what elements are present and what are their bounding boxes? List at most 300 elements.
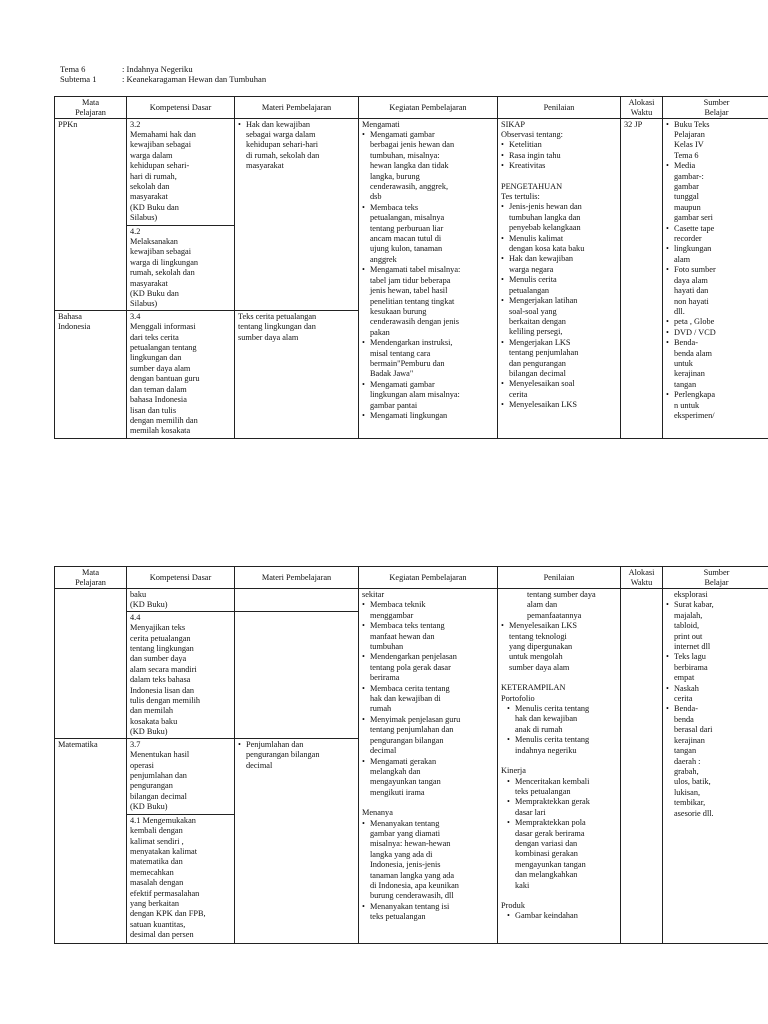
text-line: Tema 6: [674, 150, 699, 160]
text-line: dan teman dalam: [130, 384, 187, 394]
text-line: dan sumber daya: [130, 654, 187, 664]
text-line: burung cenderawasih, dll: [370, 891, 454, 901]
text-line: keliling persegi,: [509, 327, 563, 337]
text-line: (KD Buku): [130, 600, 168, 610]
list-item: [501, 911, 617, 921]
text-line: berkaitan dengan: [509, 316, 566, 326]
text-line: tulis dengan memilih: [130, 696, 201, 706]
header-materi-pembelajaran: Materi Pembelajaran: [235, 97, 359, 119]
text-line: kesukaan burung: [370, 306, 427, 316]
text-line: Teks cerita petualangan: [238, 311, 317, 321]
text-line: tangan: [674, 746, 697, 756]
text-line: menyatakan kalimat: [130, 846, 198, 856]
bullet-line: • Benda-: [666, 338, 767, 348]
header-kompetensi-dasar: Kompetensi Dasar: [127, 567, 235, 589]
list-item: [362, 203, 494, 265]
text-line: tentang lingkungan: [130, 644, 194, 654]
header-penilaian: Penilaian: [498, 97, 621, 119]
list-item: [666, 684, 767, 705]
list-item: [501, 254, 617, 275]
text-line: pengurangan bilangan: [370, 735, 444, 745]
text-line: masalah dengan: [130, 878, 184, 888]
text-line: penelitian tentang tingkat: [370, 296, 455, 306]
list-item: [238, 120, 355, 172]
bullet-line: • Teks lagu: [666, 652, 767, 662]
text-line: Menentukan hasil: [130, 750, 190, 760]
list-item: [666, 390, 767, 421]
text-line: hak dan kewajiban di: [370, 694, 441, 704]
bullet-line: • Mengamati gambar: [362, 130, 494, 140]
bullet-line: • Penjumlahan dan: [238, 740, 355, 750]
alokasi-cell: [621, 118, 663, 438]
list-item: [501, 797, 617, 818]
text-line: tentang penjumlahan dan: [370, 725, 454, 735]
text-line: asesorie dll.: [674, 808, 714, 818]
column-header-row: [55, 97, 768, 119]
text-line: masyarakat: [130, 192, 168, 202]
text-line: misal tentang cara: [370, 348, 431, 358]
lesson-plan-table-page-1: [54, 96, 768, 439]
kegiatan-cell: [359, 118, 498, 438]
text-line: berbagai jenis hewan dan: [370, 140, 455, 150]
bullet-line: • Hak dan kewajiban: [501, 254, 617, 264]
text-line: memilah kosakata: [130, 426, 191, 436]
document-header: [60, 64, 266, 84]
text-line: anak di rumah: [515, 724, 563, 734]
text-line: benda: [674, 714, 694, 724]
bullet-line: • Menulis cerita tentang: [501, 704, 617, 714]
kd-continued: [127, 589, 235, 612]
text-line: petualangan: [509, 285, 550, 295]
text-line: Kelas IV: [674, 140, 704, 150]
keterampilan-heading: KETERAMPILAN: [501, 683, 566, 693]
text-line: (KD Buku dan: [130, 202, 179, 212]
list-item: [666, 652, 767, 683]
text-line: gambar pantai: [370, 400, 418, 410]
text-line: kalimat sendiri ,: [130, 836, 184, 846]
list-item: [666, 224, 767, 245]
text-line: majalah,: [674, 610, 703, 620]
header-sumber-belajar: Sumber Belajar: [663, 97, 768, 119]
bullet-line: • Hak dan kewajiban: [238, 120, 355, 130]
subject-bahasa-indonesia: Bahasa Indonesia: [55, 310, 127, 438]
text-line: dasar gerak berirama: [515, 828, 585, 838]
penilaian-cell: [498, 589, 621, 944]
text-line: bahasa Indonesia: [130, 395, 187, 405]
text-line: dengan bantuan guru: [130, 374, 200, 384]
text-line: melangkah dan: [370, 766, 421, 776]
subtema-value: : Keanekaragaman Hewan dan Tumbuhan: [122, 74, 267, 84]
text-line: dengan variasi dan: [515, 838, 578, 848]
bullet-line: • Membaca cerita tentang: [362, 684, 494, 694]
text-line: pemanfaatannya: [527, 610, 582, 620]
bullet-line: • Mengerjakan LKS: [501, 338, 617, 348]
list-item: [666, 317, 767, 327]
text-line: yang dipergunakan: [509, 642, 573, 652]
header-alokasi-waktu: Alokasi Waktu: [621, 567, 663, 589]
list-item: [501, 140, 617, 150]
text-line: Silabus): [130, 299, 158, 309]
list-item: [666, 600, 767, 652]
text-line: kosakata baku: [130, 716, 178, 726]
text-line: lisan dan tulis: [130, 405, 177, 415]
text-line: tumbuhan langka dan: [509, 212, 581, 222]
list-item: [362, 621, 494, 652]
text-line: grabah,: [674, 766, 699, 776]
list-item: [666, 265, 767, 317]
portofolio-heading: Portofolio: [501, 693, 535, 703]
list-item: [362, 684, 494, 715]
alokasi-value: 32 JP: [624, 119, 643, 129]
list-item: [666, 328, 767, 338]
bullet-line: • Gambar keindahan: [501, 911, 617, 921]
text-line: operasi: [130, 760, 154, 770]
header-penilaian: Penilaian: [498, 567, 621, 589]
bullet-line: • DVD / VCD: [666, 328, 767, 338]
text-line: menggambar: [370, 610, 414, 620]
text-line: Menggali informasi: [130, 322, 196, 332]
text-line: kewajiban sebagai: [130, 247, 192, 257]
bullet-line: • lingkungan: [666, 244, 767, 254]
text-line: cenderawasih dengan jenis: [370, 317, 459, 327]
text-line: dan pengurangan: [509, 358, 566, 368]
list-item: [362, 600, 494, 621]
bullet-line: • Casette tape: [666, 224, 767, 234]
text-line: indahnya negeriku: [515, 745, 577, 755]
text-line: untuk: [674, 358, 693, 368]
bullet-line: • Naskah: [666, 684, 767, 694]
bullet-line: • Rasa ingin tahu: [501, 151, 617, 161]
text-line: cerita: [674, 694, 693, 704]
text-line: memecahkan: [130, 867, 174, 877]
text-line: (KD Buku): [130, 802, 168, 812]
alokasi-cell: [621, 589, 663, 944]
list-item: [501, 777, 617, 798]
text-line: (KD Buku): [130, 727, 168, 737]
sumber-cell: [663, 118, 768, 438]
bullet-line: • Mendengarkan instruksi,: [362, 338, 494, 348]
subtema-key: Subtema 1: [60, 74, 97, 84]
text-line: alam dan: [527, 600, 558, 610]
text-line: pakan: [370, 327, 390, 337]
list-item: [666, 338, 767, 390]
text-line: mengikuti irama: [370, 787, 425, 797]
bullet-line: • Menyelesaikan LKS: [501, 400, 617, 410]
text-line: berasal dari: [674, 725, 713, 735]
text-line: 4.4: [130, 612, 141, 622]
text-line: recorder: [674, 234, 702, 244]
tema-value: : Indahnya Negeriku: [122, 64, 193, 74]
text-line: langka, burung: [370, 171, 420, 181]
bullet-line: • Menulis cerita tentang: [501, 735, 617, 745]
tema-row: [60, 64, 266, 74]
materi-ppkn: [235, 118, 359, 310]
text-line: Indonesia, jenis-jenis: [370, 860, 441, 870]
text-line: dalam teks bahasa: [130, 675, 191, 685]
kd-4-2: [127, 225, 235, 310]
text-line: cerita petualangan: [130, 633, 191, 643]
text-line: misalnya: hewan-hewan: [370, 839, 451, 849]
text-line: efektif permasalahan: [130, 888, 200, 898]
tema-key: Tema 6: [60, 64, 86, 74]
list-item: [238, 740, 355, 771]
bullet-line: • Mengerjakan latihan: [501, 296, 617, 306]
text-line: lukisan,: [674, 787, 701, 797]
text-line: gambar: [674, 182, 699, 192]
kd-3-7: [127, 738, 235, 814]
text-line: tentang pola gerak dasar: [370, 662, 451, 672]
bullet-line: • Mempraktekkan gerak: [501, 797, 617, 807]
bullet-line: • Menyelesaikan LKS: [501, 621, 617, 631]
sumber-cell: [663, 589, 768, 944]
text-line: mengayunkan tangan: [515, 859, 586, 869]
list-item: [501, 379, 617, 400]
lesson-plan-table-page-2: [54, 566, 768, 944]
subject-matematika: Matematika: [55, 738, 127, 943]
text-line: rumah: [370, 704, 392, 714]
table-row: [55, 118, 768, 225]
bullet-line: • Mempraktekkan pola: [501, 818, 617, 828]
bullet-line: • Mendengarkan penjelasan: [362, 652, 494, 662]
list-item: [666, 120, 767, 162]
text-line: (KD Buku dan: [130, 289, 179, 299]
text-line: matematika dan: [130, 857, 183, 867]
kegiatan-cell: [359, 589, 498, 944]
header-kegiatan-pembelajaran: Kegiatan Pembelajaran: [359, 97, 498, 119]
text-line: jenis hewan, tabel hasil: [370, 286, 448, 296]
text-line: Badak Jawa": [370, 369, 414, 379]
pengetahuan-heading: PENGETAHUAN: [501, 181, 563, 191]
text-line: dasar lari: [515, 807, 546, 817]
header-sumber-belajar: Sumber Belajar: [663, 567, 768, 589]
list-item: [501, 400, 617, 410]
text-line: alam secara mandiri: [130, 664, 197, 674]
header-mata-pelajaran: Mata Pelajaran: [55, 567, 127, 589]
materi-bahasa-indonesia: [235, 310, 359, 438]
text-line: eksperimen/: [674, 410, 715, 420]
text-line: masyarakat: [130, 278, 168, 288]
bullet-line: • Membaca teknik: [362, 600, 494, 610]
list-item: [501, 202, 617, 233]
text-line: n untuk: [674, 400, 700, 410]
list-item: [362, 265, 494, 338]
kd-3-2: [127, 118, 235, 225]
text-line: kerajinan: [674, 735, 705, 745]
text-line: sekolah dan: [130, 182, 170, 192]
text-line: Indonesia lisan dan: [130, 685, 195, 695]
list-item: [362, 338, 494, 380]
bullet-line: • Foto sumber: [666, 265, 767, 275]
list-item: [362, 411, 494, 421]
header-kompetensi-dasar: Kompetensi Dasar: [127, 97, 235, 119]
header-materi-pembelajaran: Materi Pembelajaran: [235, 567, 359, 589]
subject-ppkn: PPKn: [55, 118, 127, 310]
list-item: [501, 234, 617, 255]
bullet-line: • Mengamati lingkungan: [362, 411, 494, 421]
text-line: bilangan decimal: [130, 791, 187, 801]
bullet-line: • Menceritakan kembali: [501, 777, 617, 787]
text-line: kerajinan: [674, 369, 705, 379]
text-line: alam: [674, 254, 691, 264]
text-line: lingkungan dan: [130, 353, 182, 363]
bullet-line: • Mengamati gerakan: [362, 757, 494, 767]
list-item: [501, 818, 617, 891]
text-line: tumbuhan, misalnya:: [370, 150, 440, 160]
text-line: petualangan, misalnya: [370, 213, 445, 223]
text-line: yang berkaitan: [130, 898, 180, 908]
text-line: sumber daya alam: [130, 363, 191, 373]
text-line: pengurangan bilangan: [246, 750, 320, 760]
table-row: [55, 589, 768, 612]
text-line: untuk mengolah: [509, 652, 563, 662]
text-line: di Indonesia, apa keunikan: [370, 880, 459, 890]
bullet-line: • Membaca teks: [362, 203, 494, 213]
kegiatan-continued: sekitar: [362, 590, 385, 599]
text-line: tangan: [674, 379, 697, 389]
list-item: [501, 296, 617, 338]
text-line: baku: [130, 590, 147, 599]
text-line: kaki: [515, 880, 530, 890]
text-line: tunggal: [674, 192, 699, 202]
text-line: benda alam: [674, 348, 713, 358]
text-line: tabloid,: [674, 621, 700, 631]
subject-bahasa-cont: [55, 589, 127, 739]
pengetahuan-subheading: Tes tertulis:: [501, 192, 540, 202]
text-line: Silabus): [130, 213, 158, 223]
text-line: tumbuhan: [370, 642, 404, 652]
text-line: decimal: [246, 760, 273, 770]
kinerja-heading: Kinerja: [501, 766, 526, 776]
list-item: [362, 757, 494, 799]
bullet-line: • Surat kabar,: [666, 600, 767, 610]
text-line: petualangan tentang: [130, 343, 197, 353]
text-line: ulos, batik,: [674, 777, 711, 787]
text-line: hayati dan: [674, 286, 709, 296]
materi-empty: [235, 589, 359, 612]
kegiatan-heading: Mengamati: [362, 119, 400, 129]
text-line: teks petualangan: [370, 912, 426, 922]
text-line: penyebab kelangkaan: [509, 223, 581, 233]
text-line: sumber daya alam: [509, 662, 570, 672]
text-line: Pelajaran: [674, 130, 705, 139]
text-line: hewan langka dan tidak: [370, 161, 449, 171]
text-line: empat: [674, 673, 695, 683]
bullet-line: • Mengamati gambar: [362, 380, 494, 390]
text-line: gambar yang diamati: [370, 828, 441, 838]
text-line: berirama: [370, 673, 400, 683]
materi-matematika: [235, 738, 359, 943]
text-line: anggrek: [370, 254, 397, 264]
text-line: dengan kosa kata baku: [509, 244, 585, 254]
text-line: hak dan kewajiban: [515, 714, 578, 724]
text-line: teks petualangan: [515, 786, 571, 796]
list-item: [666, 244, 767, 265]
bullet-line: • Jenis-jenis hewan dan: [501, 202, 617, 212]
list-item: [501, 161, 617, 171]
text-line: langka yang ada di: [370, 849, 433, 859]
header-kegiatan-pembelajaran: Kegiatan Pembelajaran: [359, 567, 498, 589]
list-item: [501, 275, 617, 296]
text-line: pengurangan: [130, 781, 173, 791]
text-line: sumber daya alam: [238, 332, 299, 342]
text-line: lingkungan alam misalnya:: [370, 390, 460, 400]
text-line: mengayunkan tangan: [370, 777, 441, 787]
text-line: satuan kuantitas,: [130, 919, 186, 929]
bullet-line: • Menanyakan tentang: [362, 819, 494, 829]
bullet-line: • Kreativitas: [501, 161, 617, 171]
header-mata-pelajaran: Mata Pelajaran: [55, 97, 127, 119]
text-line: non hayati: [674, 296, 709, 306]
text-line: kembali dengan: [130, 826, 183, 836]
list-item: [666, 161, 767, 223]
text-line: dan melangkahkan: [515, 870, 578, 880]
list-item: [501, 621, 617, 673]
bullet-line: • Benda-: [666, 704, 767, 714]
text-line: manfaat hewan dan: [370, 631, 435, 641]
bullet-line: • Buku Teks: [666, 120, 767, 130]
text-line: daya alam: [674, 275, 708, 285]
bullet-line: • peta , Globe: [666, 317, 767, 327]
text-line: cenderawasih, anggrek,: [370, 182, 449, 192]
text-line: desimal dan persen: [130, 930, 194, 940]
text-line: 4.1 Mengemukakan: [130, 815, 196, 825]
text-line: warga negara: [509, 264, 554, 274]
kd-4-1: [127, 814, 235, 943]
text-line: gambar-:: [674, 171, 704, 181]
subtema-row: [60, 74, 266, 84]
bullet-line: • Mengamati tabel misalnya:: [362, 265, 494, 275]
sikap-subheading: Observasi tentang:: [501, 130, 563, 139]
bullet-line: • Membaca teks tentang: [362, 621, 494, 631]
text-line: Memahami hak dan: [130, 130, 196, 139]
text-line: tentang lingkungan dan: [238, 322, 316, 332]
text-line: tembikar,: [674, 798, 706, 808]
list-item: [501, 338, 617, 380]
text-line: tabel jam tidur beberapa: [370, 275, 451, 285]
text-line: bermain"Pemburu dan: [370, 358, 445, 368]
text-line: tentang perburuan liar: [370, 223, 444, 233]
text-line: warga di lingkungan: [130, 257, 199, 267]
bullet-line: • Menyelesaikan soal: [501, 379, 617, 389]
text-line: Melaksanakan: [130, 237, 178, 246]
text-line: Menyajikan teks: [130, 623, 186, 633]
text-line: cerita: [509, 389, 528, 399]
text-line: sebagai warga dalam: [246, 130, 316, 139]
list-item: [666, 704, 767, 818]
text-line: kewajiban sebagai: [130, 140, 192, 150]
text-line: print out: [674, 631, 703, 641]
kd-4-4: [127, 611, 235, 738]
text-line: berbirama: [674, 662, 708, 672]
bullet-line: • Menyimak penjelasan guru: [362, 715, 494, 725]
text-line: dsb: [370, 192, 382, 202]
list-item: [362, 130, 494, 203]
text-line: dari teks cerita: [130, 332, 179, 342]
text-line: kombinasi gerakan: [515, 849, 578, 859]
text-line: kehidupan sehari-: [130, 161, 190, 171]
text-line: ujung kulon, tanaman: [370, 244, 443, 254]
text-line: dengan memilih dan: [130, 415, 198, 425]
text-line: hari di rumah,: [130, 171, 177, 181]
list-item: [501, 704, 617, 735]
bullet-line: • Media: [666, 161, 767, 171]
column-header-row: [55, 567, 768, 589]
bullet-line: • Perlengkapa: [666, 390, 767, 400]
list-item: [501, 151, 617, 161]
bullet-line: • Ketelitian: [501, 140, 617, 150]
text-line: daerah :: [674, 756, 701, 766]
text-line: 3.7: [130, 739, 141, 749]
